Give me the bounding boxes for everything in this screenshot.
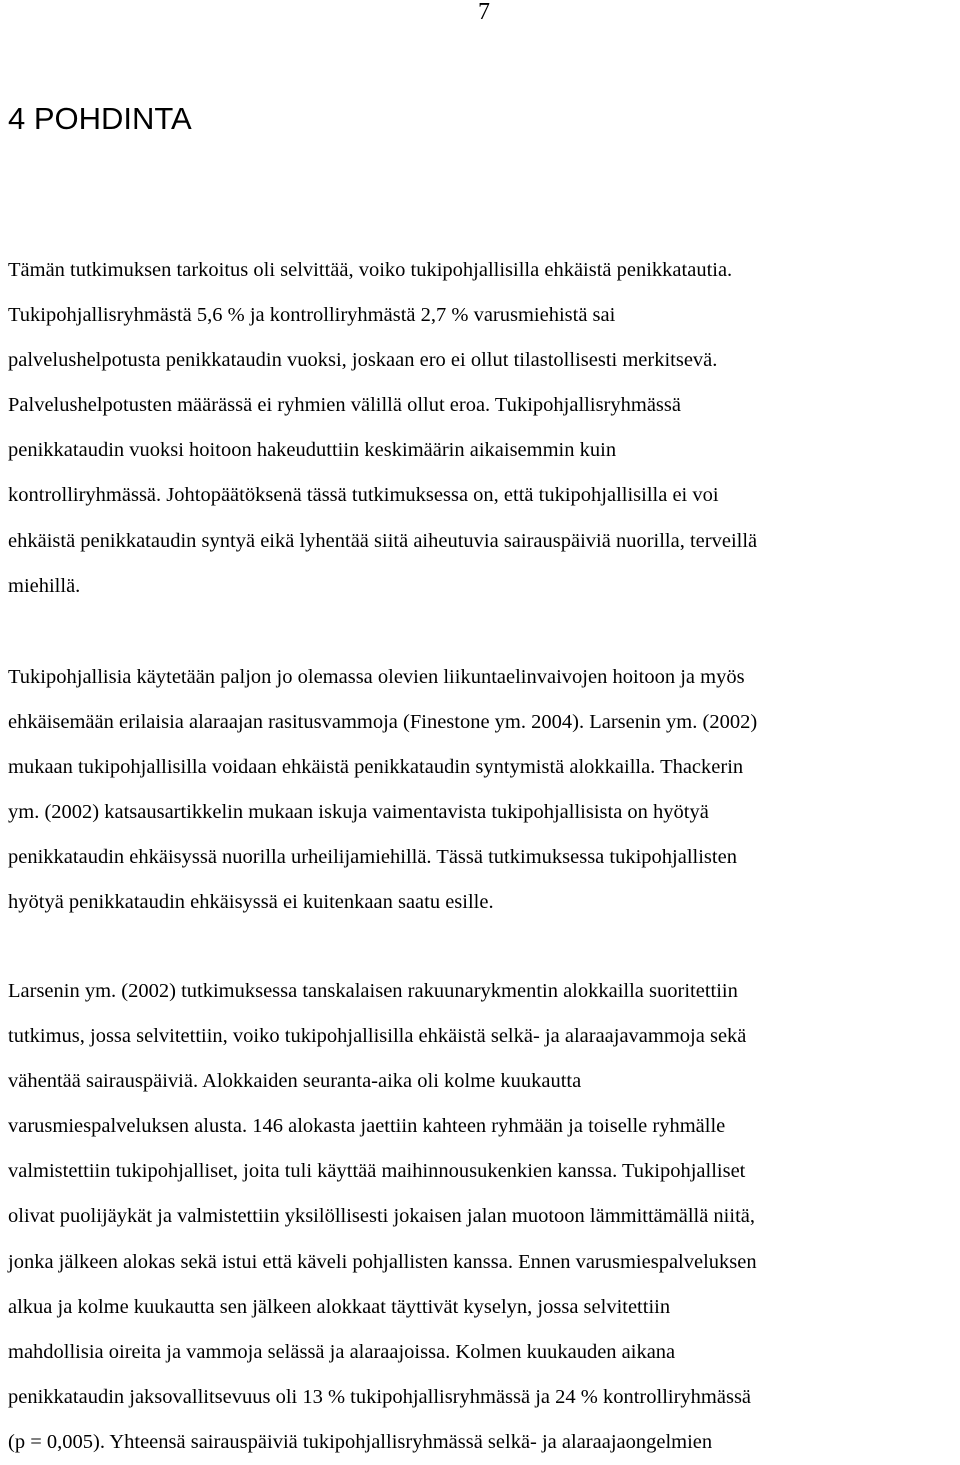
text-line: Palvelushelpotusten määrässä ei ryhmien välillä ollut eroa. Tukipohjallisryhmässä <box>8 394 681 417</box>
paragraph-3 <box>8 969 958 1465</box>
text-line: vähentää sairauspäiviä. Alokkaiden seuranta-aika oli kolme kuukautta <box>8 1070 582 1093</box>
text-line: mukaan tukipohjallisilla voidaan ehkäistä penikkataudin syntymistä alokkailla. Thackerin <box>8 756 744 779</box>
text-line: ehkäisemään erilaisia alaraajan rasitusvammoja (Finestone ym. 2004). Larsenin ym. (2002) <box>8 711 758 734</box>
text-line: varusmiespalveluksen alusta. 146 alokasta jaettiin kahteen ryhmään ja toiselle ryhmälle <box>8 1115 726 1138</box>
text-line: Tukipohjallisia käytetään paljon jo olemassa olevien liikuntaelinvaivojen hoitoon ja myös <box>8 666 745 688</box>
text-line: kontrolliryhmässä. Johtopäätöksenä tässä tutkimuksessa on, että tukipohjallisilla ei voi <box>8 484 719 507</box>
text-line: miehillä. <box>8 574 81 597</box>
text-line: (p = 0,005). Yhteensä sairauspäiviä tukipohjallisryhmässä selkä- ja alaraajaongelmien <box>8 1430 713 1453</box>
page-number: 7 <box>478 0 490 25</box>
text-line: ym. (2002) katsausartikkelin mukaan iskuja vaimentavista tukipohjallisista on hyötyä <box>8 801 709 824</box>
paragraph-1 <box>8 248 958 609</box>
text-line: olivat puolijäykät ja valmistettiin yksilöllisesti jokaisen jalan muotoon lämmittämällä niitä, <box>8 1205 755 1228</box>
text-line: penikkataudin jaksovallitsevuus oli 13 % tukipohjallisryhmässä ja 24 % kontrolliryhmässä <box>8 1385 752 1408</box>
text-line: palvelushelpotusta penikkataudin vuoksi, joskaan ero ei ollut tilastollisesti merkitsevä. <box>8 349 718 372</box>
text-line: Tukipohjallisryhmästä 5,6 % ja kontrolliryhmästä 2,7 % varusmiehistä sai <box>8 304 616 327</box>
text-line: Larsenin ym. (2002) tutkimuksessa tanskalaisen rakuunarykmentin alokkailla suoritettiin <box>8 980 738 1002</box>
text-line: ehkäistä penikkataudin syntyä eikä lyhentää siitä aiheutuvia sairauspäiviä nuorilla, terveillä <box>8 529 758 552</box>
text-line: penikkataudin vuoksi hoitoon hakeuduttiin keskimäärin aikaisemmin kuin <box>8 439 617 462</box>
text-line: penikkataudin ehkäisyssä nuorilla urheilijamiehillä. Tässä tutkimuksessa tukipohjallisten <box>8 846 737 869</box>
text-line: jonka jälkeen alokas sekä istui että käveli pohjallisten kanssa. Ennen varusmiespalveluksen <box>8 1250 757 1273</box>
text-line: mahdollisia oireita ja vammoja selässä ja alaraajoissa. Kolmen kuukauden aikana <box>8 1340 676 1363</box>
section-heading: 4 POHDINTA <box>8 101 192 136</box>
text-line: valmistettiin tukipohjalliset, joita tuli käyttää maihinnousukenkien kanssa. Tukipohjalliset <box>8 1160 746 1183</box>
text-line: Tämän tutkimuksen tarkoitus oli selvittää, voiko tukipohjallisilla ehkäistä penikkatautia. <box>8 259 733 281</box>
text-line: hyötyä penikkataudin ehkäisyssä ei kuitenkaan saatu esille. <box>8 891 494 914</box>
paragraph-2 <box>8 655 958 926</box>
text-line: alkua ja kolme kuukautta sen jälkeen alokkaat täyttivät kyselyn, jossa selvitettiin <box>8 1295 671 1318</box>
text-line: tutkimus, jossa selvitettiin, voiko tukipohjallisilla ehkäistä selkä- ja alaraajavammoja sekä <box>8 1025 747 1048</box>
